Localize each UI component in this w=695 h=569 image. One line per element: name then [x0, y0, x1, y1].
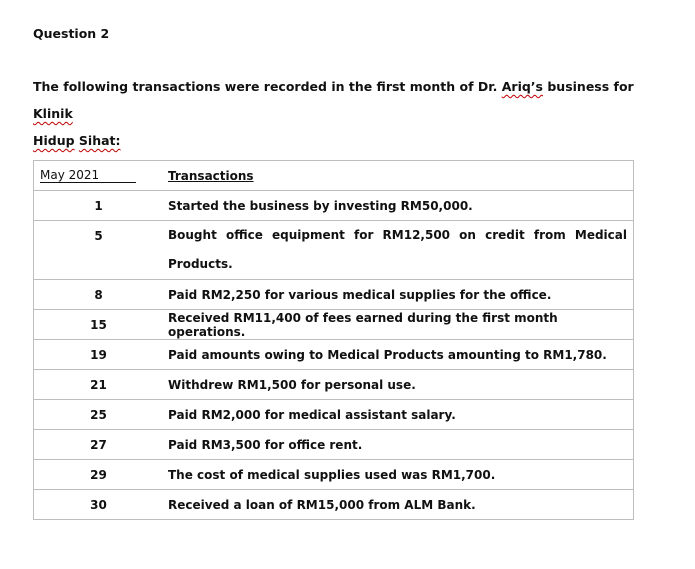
- row-day: 1: [34, 191, 164, 221]
- table-row: [34, 460, 634, 490]
- row-day: 29: [34, 460, 164, 490]
- row-transaction: Started the business by investing RM50,000.: [163, 191, 634, 221]
- row-day: 30: [34, 490, 164, 520]
- row-day: 21: [34, 370, 164, 400]
- row-day: 15: [34, 310, 164, 340]
- header-transactions: Transactions: [168, 168, 254, 183]
- row-transaction: Withdrew RM1,500 for personal use.: [163, 370, 634, 400]
- row-day: 19: [34, 340, 164, 370]
- transactions-table: [33, 160, 634, 520]
- header-date-cell: [34, 161, 164, 191]
- row-transaction: Received a loan of RM15,000 from ALM Bank.: [163, 490, 634, 520]
- row-transaction-line2: Products.: [168, 257, 233, 271]
- row-transaction: Paid amounts owing to Medical Products amounting to RM1,780.: [163, 340, 634, 370]
- table-row: [34, 221, 634, 280]
- table-header-row: [34, 161, 634, 191]
- row-transaction: The cost of medical supplies used was RM1,700.: [163, 460, 634, 490]
- table-row: [34, 400, 634, 430]
- row-transaction: Paid RM2,250 for various medical supplies for the office.: [163, 280, 634, 310]
- row-transaction: [163, 221, 634, 280]
- header-date: May 2021: [40, 168, 136, 183]
- row-day: 8: [34, 280, 164, 310]
- intro-sihat: Sihat:: [78, 133, 121, 148]
- table-row: [34, 490, 634, 520]
- row-transaction: Received RM11,400 of fees earned during the first month operations.: [163, 310, 634, 340]
- table-row: [34, 280, 634, 310]
- row-transaction-line1: Bought office equipment for RM12,500 on credit from Medical: [168, 228, 627, 242]
- intro-klinik: Klinik: [33, 106, 73, 121]
- row-day: 27: [34, 430, 164, 460]
- table-row: [34, 310, 634, 340]
- row-transaction: Paid RM2,000 for medical assistant salary.: [163, 400, 634, 430]
- intro-hidup: Hidup: [33, 133, 75, 148]
- row-day: 25: [34, 400, 164, 430]
- row-day: 5: [34, 221, 164, 280]
- table-row: [34, 191, 634, 221]
- row-transaction: Paid RM3,500 for office rent.: [163, 430, 634, 460]
- table-row: [34, 370, 634, 400]
- question-heading: Question 2: [33, 26, 110, 41]
- table-row: [34, 340, 634, 370]
- intro-owner-name: Ariq’s: [501, 79, 543, 94]
- intro-paragraph: [33, 73, 643, 154]
- header-transactions-cell: [163, 161, 634, 191]
- table-row: [34, 430, 634, 460]
- intro-prefix: The following transactions were recorded in the first month of Dr.: [33, 79, 502, 94]
- intro-middle: business for: [543, 79, 634, 94]
